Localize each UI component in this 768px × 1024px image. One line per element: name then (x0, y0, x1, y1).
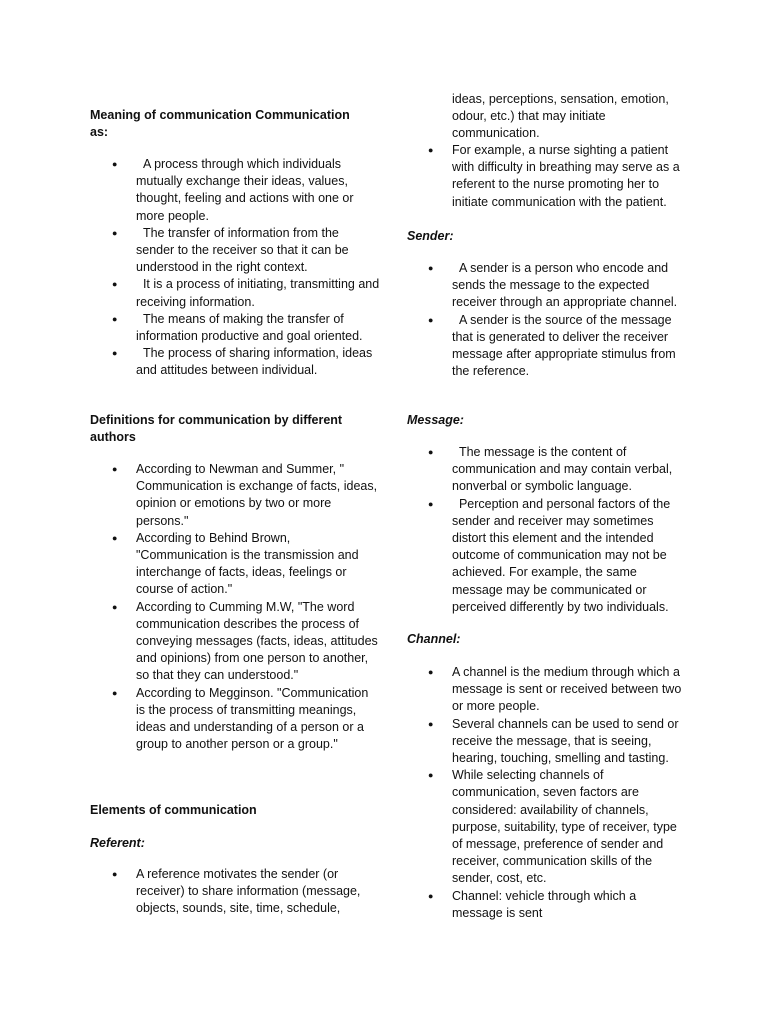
referent-continuation: ideas, perceptions, sensation, emotion, odour, etc.) that may initiate communication. (452, 92, 669, 141)
meaning-heading: Meaning of communication Communication as: (90, 108, 350, 139)
referent-continued-list (406, 142, 687, 211)
message-list (406, 444, 687, 616)
bullet-icon: ● (112, 348, 118, 359)
definitions-list (90, 461, 380, 753)
list-item: ● A process through which individuals mutually exchange their ideas, values, thought, feeling and actions with one or more people. (112, 157, 357, 223)
bullet-icon: ● (112, 279, 118, 290)
referent-list (90, 866, 380, 918)
list-item: ● According to Newman and Summer, " Communication is exchange of facts, ideas, opinion or emotions by two or more persons." (112, 462, 378, 528)
channel-heading: Channel: (407, 632, 461, 646)
message-heading: Message: (407, 413, 464, 427)
list-item: ● A channel is the medium through which a message is sent or received between two or more people. (428, 665, 682, 714)
sender-heading: Sender: (407, 229, 454, 243)
bullet-icon: ● (428, 667, 434, 677)
list-item: ● The message is the content of communication and may contain verbal, nonverbal or symbolic language. (428, 445, 676, 494)
list-item: ● The transfer of information from the sender to the receiver so that it can be understood in the right context. (112, 225, 353, 275)
sender-list (406, 260, 687, 380)
bullet-icon: ● (428, 890, 434, 901)
definitions-heading: Definitions for communication by different authors (90, 413, 343, 444)
list-item: ● Perception and personal factors of the sender and receiver may sometimes distort this element and the intended outcome of communication may not be achieved. For example, the same message may be communicated or perceived differently by two individuals. (428, 496, 674, 614)
list-item: ● It is a process of initiating, transmitting and receiving information. (112, 277, 383, 309)
bullet-icon: ● (428, 314, 434, 325)
list-item: ● While selecting channels of communication, seven factors are considered: availability of channels, purpose, suitability, type of receiver, type of message, preference of sender and receiver, communication skills of the sender, cost, etc. (428, 768, 677, 886)
referent-heading: Referent: (90, 836, 145, 850)
bullet-icon: ● (428, 770, 434, 781)
list-item: ● For example, a nurse sighting a patient with difficulty in breathing may serve as a referent to the nurse promoting her to initiate communication with the patient. (428, 143, 680, 209)
channel-list (406, 664, 687, 922)
list-item: ● The process of sharing information, ideas and attitudes between individual. (112, 346, 376, 378)
bullet-icon: ● (112, 464, 118, 474)
list-item: ● The means of making the transfer of information productive and goal oriented. (112, 311, 363, 344)
list-item: ● Several channels can be used to send or receive the message, that is seeing, hearing, touching, smelling and tasting. (428, 716, 679, 766)
bullet-icon: ● (112, 687, 118, 698)
bullet-icon: ● (428, 263, 434, 273)
bullet-icon: ● (428, 718, 434, 729)
bullet-icon: ● (112, 869, 118, 879)
list-item: ● According to Behind Brown, "Communication is the transmission and interchange of facts, ideas, feelings or course of action." (112, 530, 359, 597)
bullet-icon: ● (112, 313, 118, 324)
elements-heading: Elements of communication (90, 803, 257, 817)
bullet-icon: ● (112, 159, 118, 169)
bullet-icon: ● (428, 145, 434, 155)
list-item: ● A sender is a person who encode and sends the message to the expected receiver through an appropriate channel. (428, 261, 678, 310)
bullet-icon: ● (428, 447, 434, 457)
list-item: ● A reference motivates the sender (or receiver) to share information (message, objects, sounds, site, time, schedule, (112, 867, 361, 916)
meaning-list (90, 156, 383, 380)
bullet-icon: ● (112, 532, 118, 543)
list-item: ● According to Cumming M.W, "The word communication describes the process of conveying messages (facts, ideas, attitudes and opinions) from one person to another, so that they can understood." (112, 599, 378, 683)
list-item: ● According to Megginson. "Communication is the process of transmitting meanings, ideas and understanding of a person or a group to another person or a group." (112, 685, 369, 752)
bullet-icon: ● (112, 601, 118, 612)
list-item: ● Channel: vehicle through which a message is sent (428, 888, 637, 920)
bullet-icon: ● (112, 227, 118, 238)
list-item: ● A sender is the source of the message that is generated to deliver the receiver message after appropriate stimulus from the reference. (428, 312, 680, 379)
bullet-icon: ● (428, 498, 434, 509)
